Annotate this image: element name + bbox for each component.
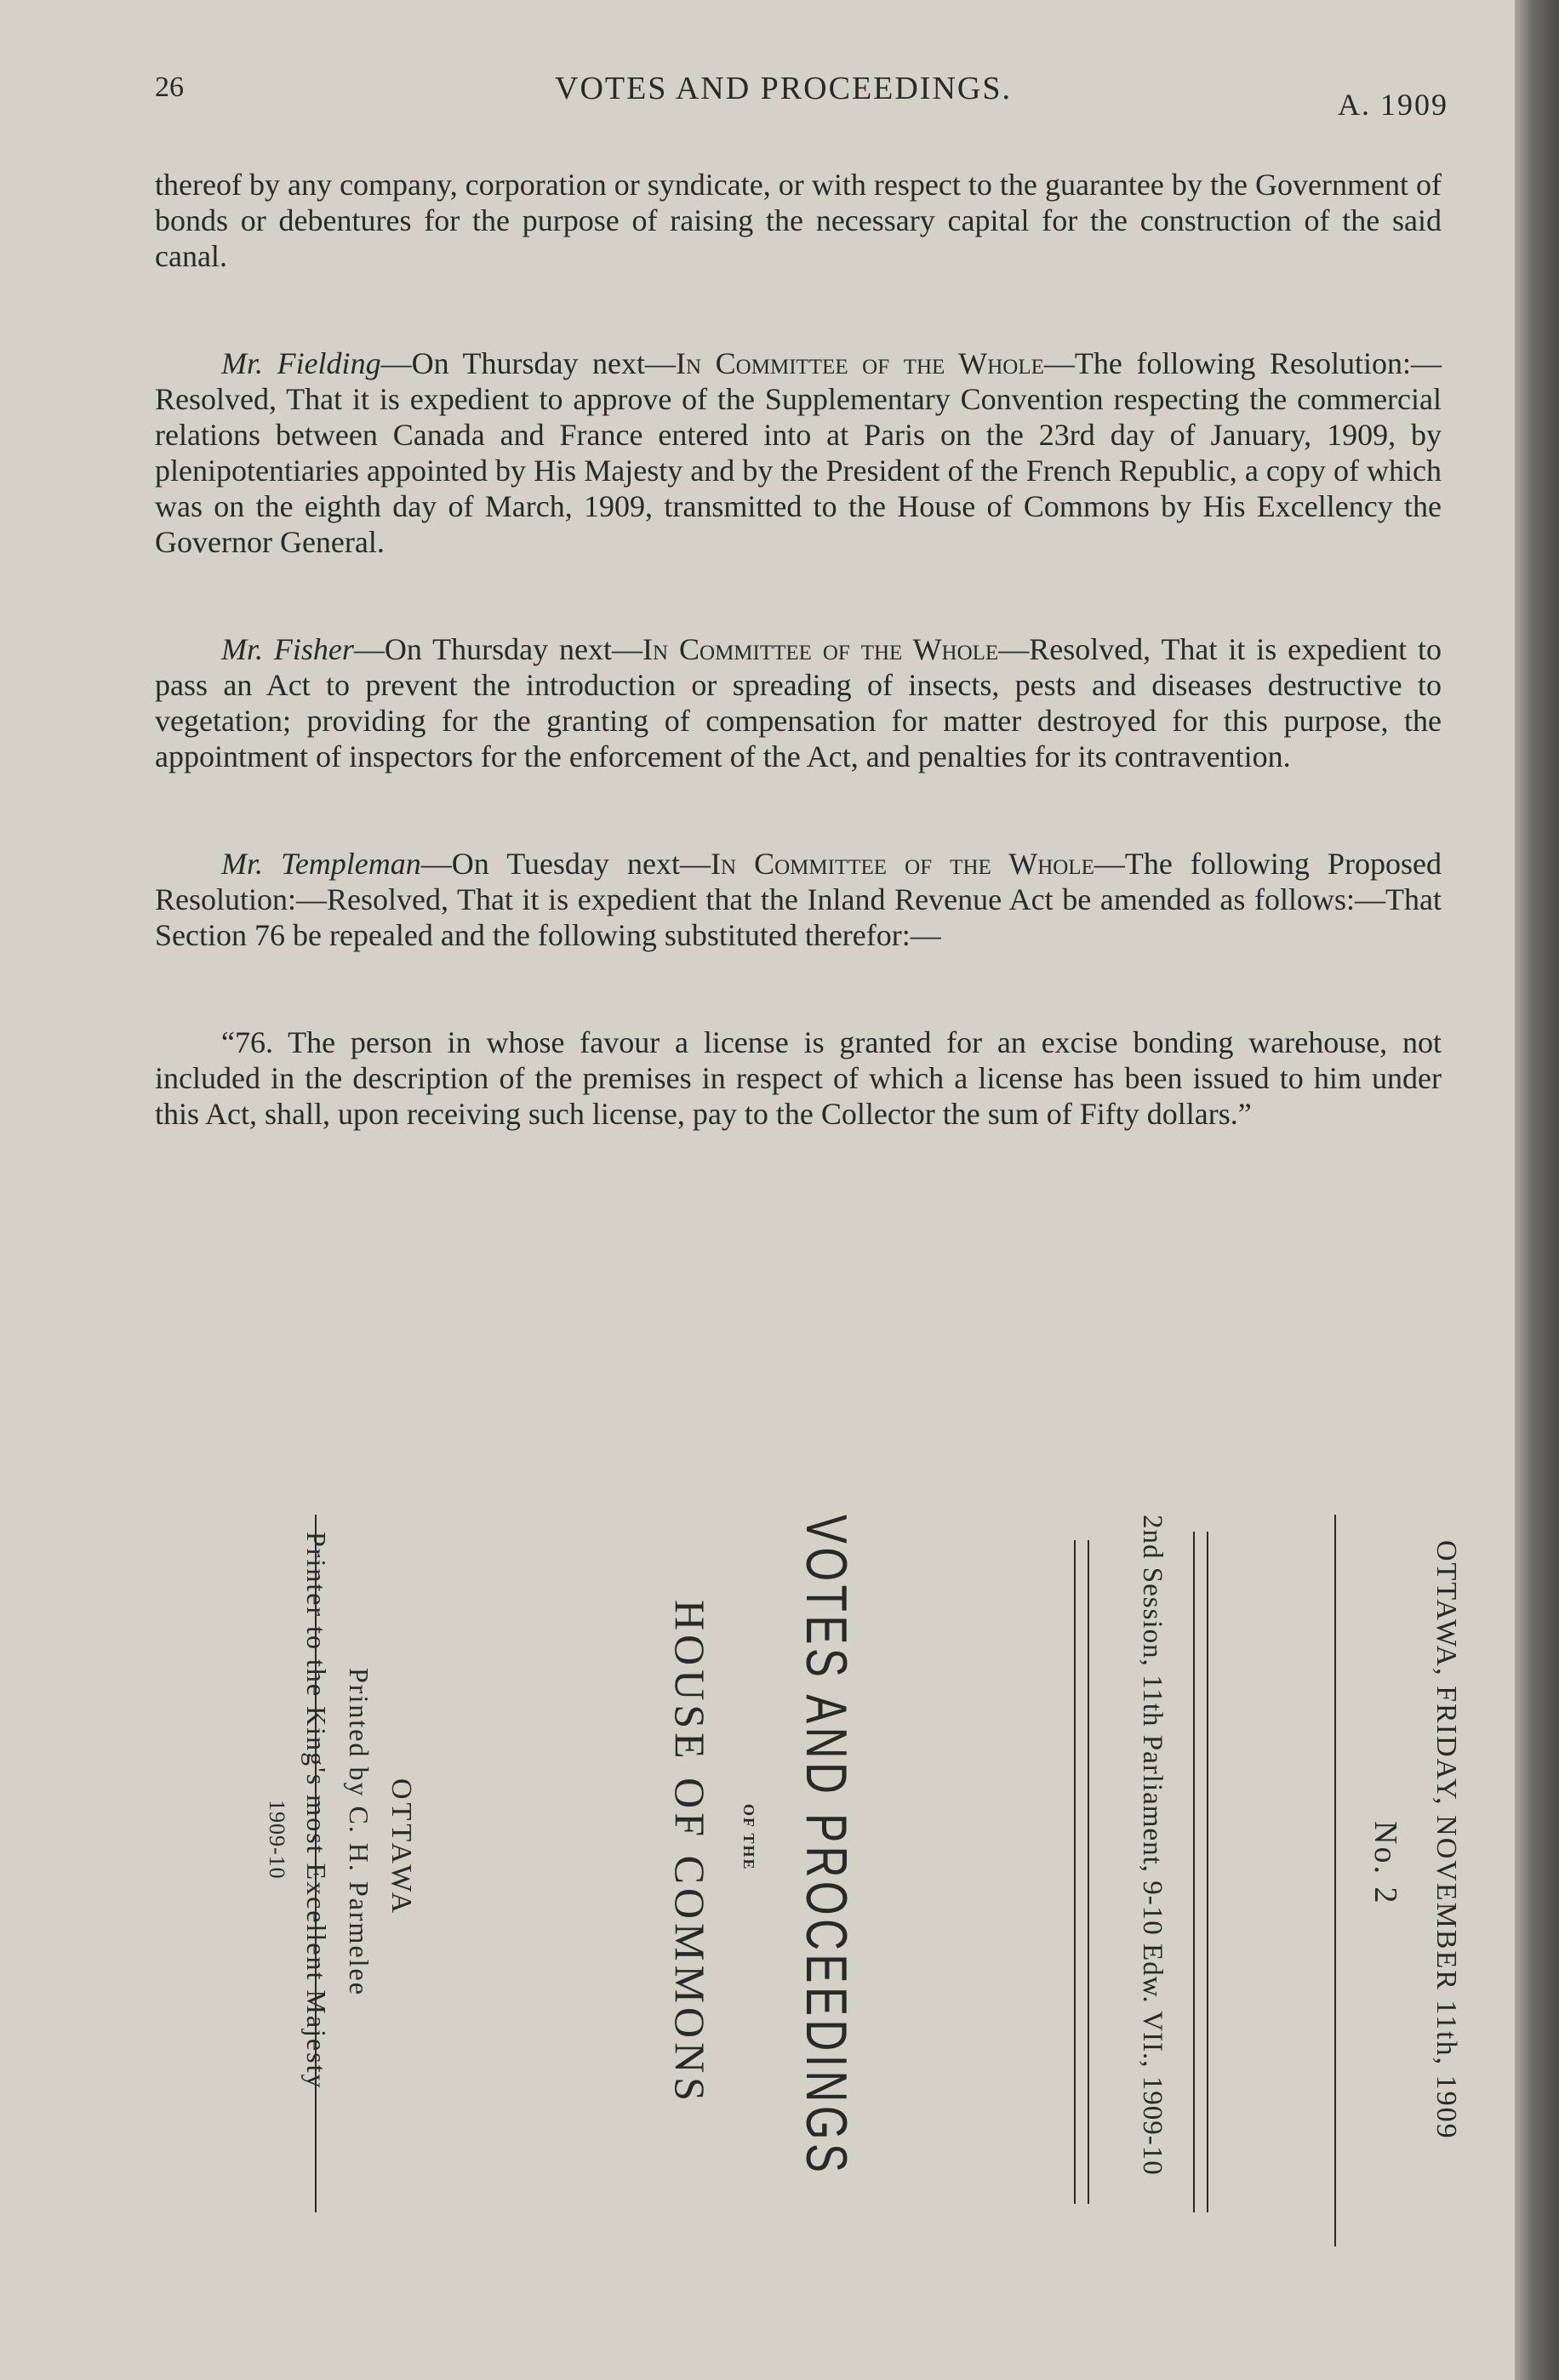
quoted-section: “76. The person in whose favour a license is granted for an excise bonding warehouse, not included in the description of the premises in respect of which a license has been issued to him under this Act, shall, upon receiving such license, pay to the Collector the sum of Fifty dollars.” bbox=[155, 1025, 1442, 1131]
notice-lead: —On Thursday next— bbox=[380, 346, 677, 380]
committee-label: In Committee of the Whole bbox=[710, 847, 1094, 881]
notice-lead: —On Tuesday next— bbox=[420, 847, 711, 881]
committee-label: In Committee of the Whole bbox=[676, 346, 1044, 380]
document-body bbox=[155, 167, 1442, 1132]
notice-text: —The following Proposed Resolution:—Resolved, That it is expedient that the Inland Revenue Act be amended as follows:—That Section 76 be repealed and the following substituted therefor:— bbox=[155, 847, 1442, 952]
issue-number: No. 2 bbox=[1368, 1821, 1403, 1906]
session-info: 2nd Session, 11th Parliament, 9-10 Edw. VII., 1909-10 bbox=[1137, 1515, 1168, 2176]
city-name: OTTAWA bbox=[385, 1778, 417, 1917]
rotated-title-page bbox=[128, 1464, 1462, 2229]
printer-title: Printer to the King's most Excellent Majesty bbox=[301, 1532, 332, 2090]
divider-rule bbox=[1207, 1532, 1208, 2212]
issue-date: OTTAWA, FRIDAY, NOVEMBER 11th, 1909 bbox=[1431, 1540, 1462, 2140]
session-year: A. 1909 bbox=[1338, 88, 1448, 122]
committee-label: In Committee of the Whole bbox=[642, 632, 999, 666]
notice-fielding bbox=[155, 345, 1442, 560]
notice-fisher bbox=[155, 631, 1442, 774]
house-name: HOUSE OF COMMONS bbox=[666, 1600, 714, 2105]
running-header bbox=[155, 66, 1448, 122]
of-the-label: OF THE bbox=[740, 1804, 757, 1871]
divider-rule bbox=[1334, 1515, 1336, 2246]
notice-text: —Resolved, That it is expedient to pass an Act to prevent the introduction or spreading of insects, pests and diseases destructive to vegetation; providing for the granting of compensation for matter destroyed for this purpose, the appointment of inspectors for the enforcement of the Act, and penalties for its contravention. bbox=[155, 632, 1442, 773]
paragraph-continuation: thereof by any company, corporation or syndicate, or with respect to the guarantee by the Government of bonds or debentures for the purpose of raising the necessary capital for the construction of the said canal. bbox=[155, 168, 1442, 273]
divider-rule bbox=[1193, 1532, 1195, 2212]
page-number: 26 bbox=[155, 71, 184, 103]
book-spine-edge bbox=[1515, 0, 1559, 2380]
notice-templeman bbox=[155, 846, 1442, 953]
speaker-name: Mr. Templeman bbox=[221, 847, 421, 881]
speaker-name: Mr. Fisher bbox=[221, 632, 354, 666]
speaker-name: Mr. Fielding bbox=[221, 346, 381, 380]
notice-lead: —On Thursday next— bbox=[353, 632, 643, 666]
divider-rule bbox=[1074, 1540, 1076, 2204]
printer-name: Printed by C. H. Parmelee bbox=[344, 1668, 374, 1996]
publication-years: 1909-10 bbox=[265, 1800, 289, 1880]
running-title: VOTES AND PROCEEDINGS. bbox=[555, 71, 1012, 106]
divider-rule bbox=[1088, 1540, 1089, 2204]
notice-text: —The following Resolution:—Resolved, That it is expedient to approve of the Supplementary Convention respecting the commercial relations between Canada and France entered into at Paris on the 23rd day of January, 1909, by plenipotentiaries appointed by His Majesty and by the President of the French Republic, a copy of which was on the eighth day of March, 1909, transmitted to the House of Commons by His Excellency the Governor General. bbox=[155, 346, 1442, 559]
main-title: VOTES AND PROCEEDINGS bbox=[794, 1515, 859, 2177]
